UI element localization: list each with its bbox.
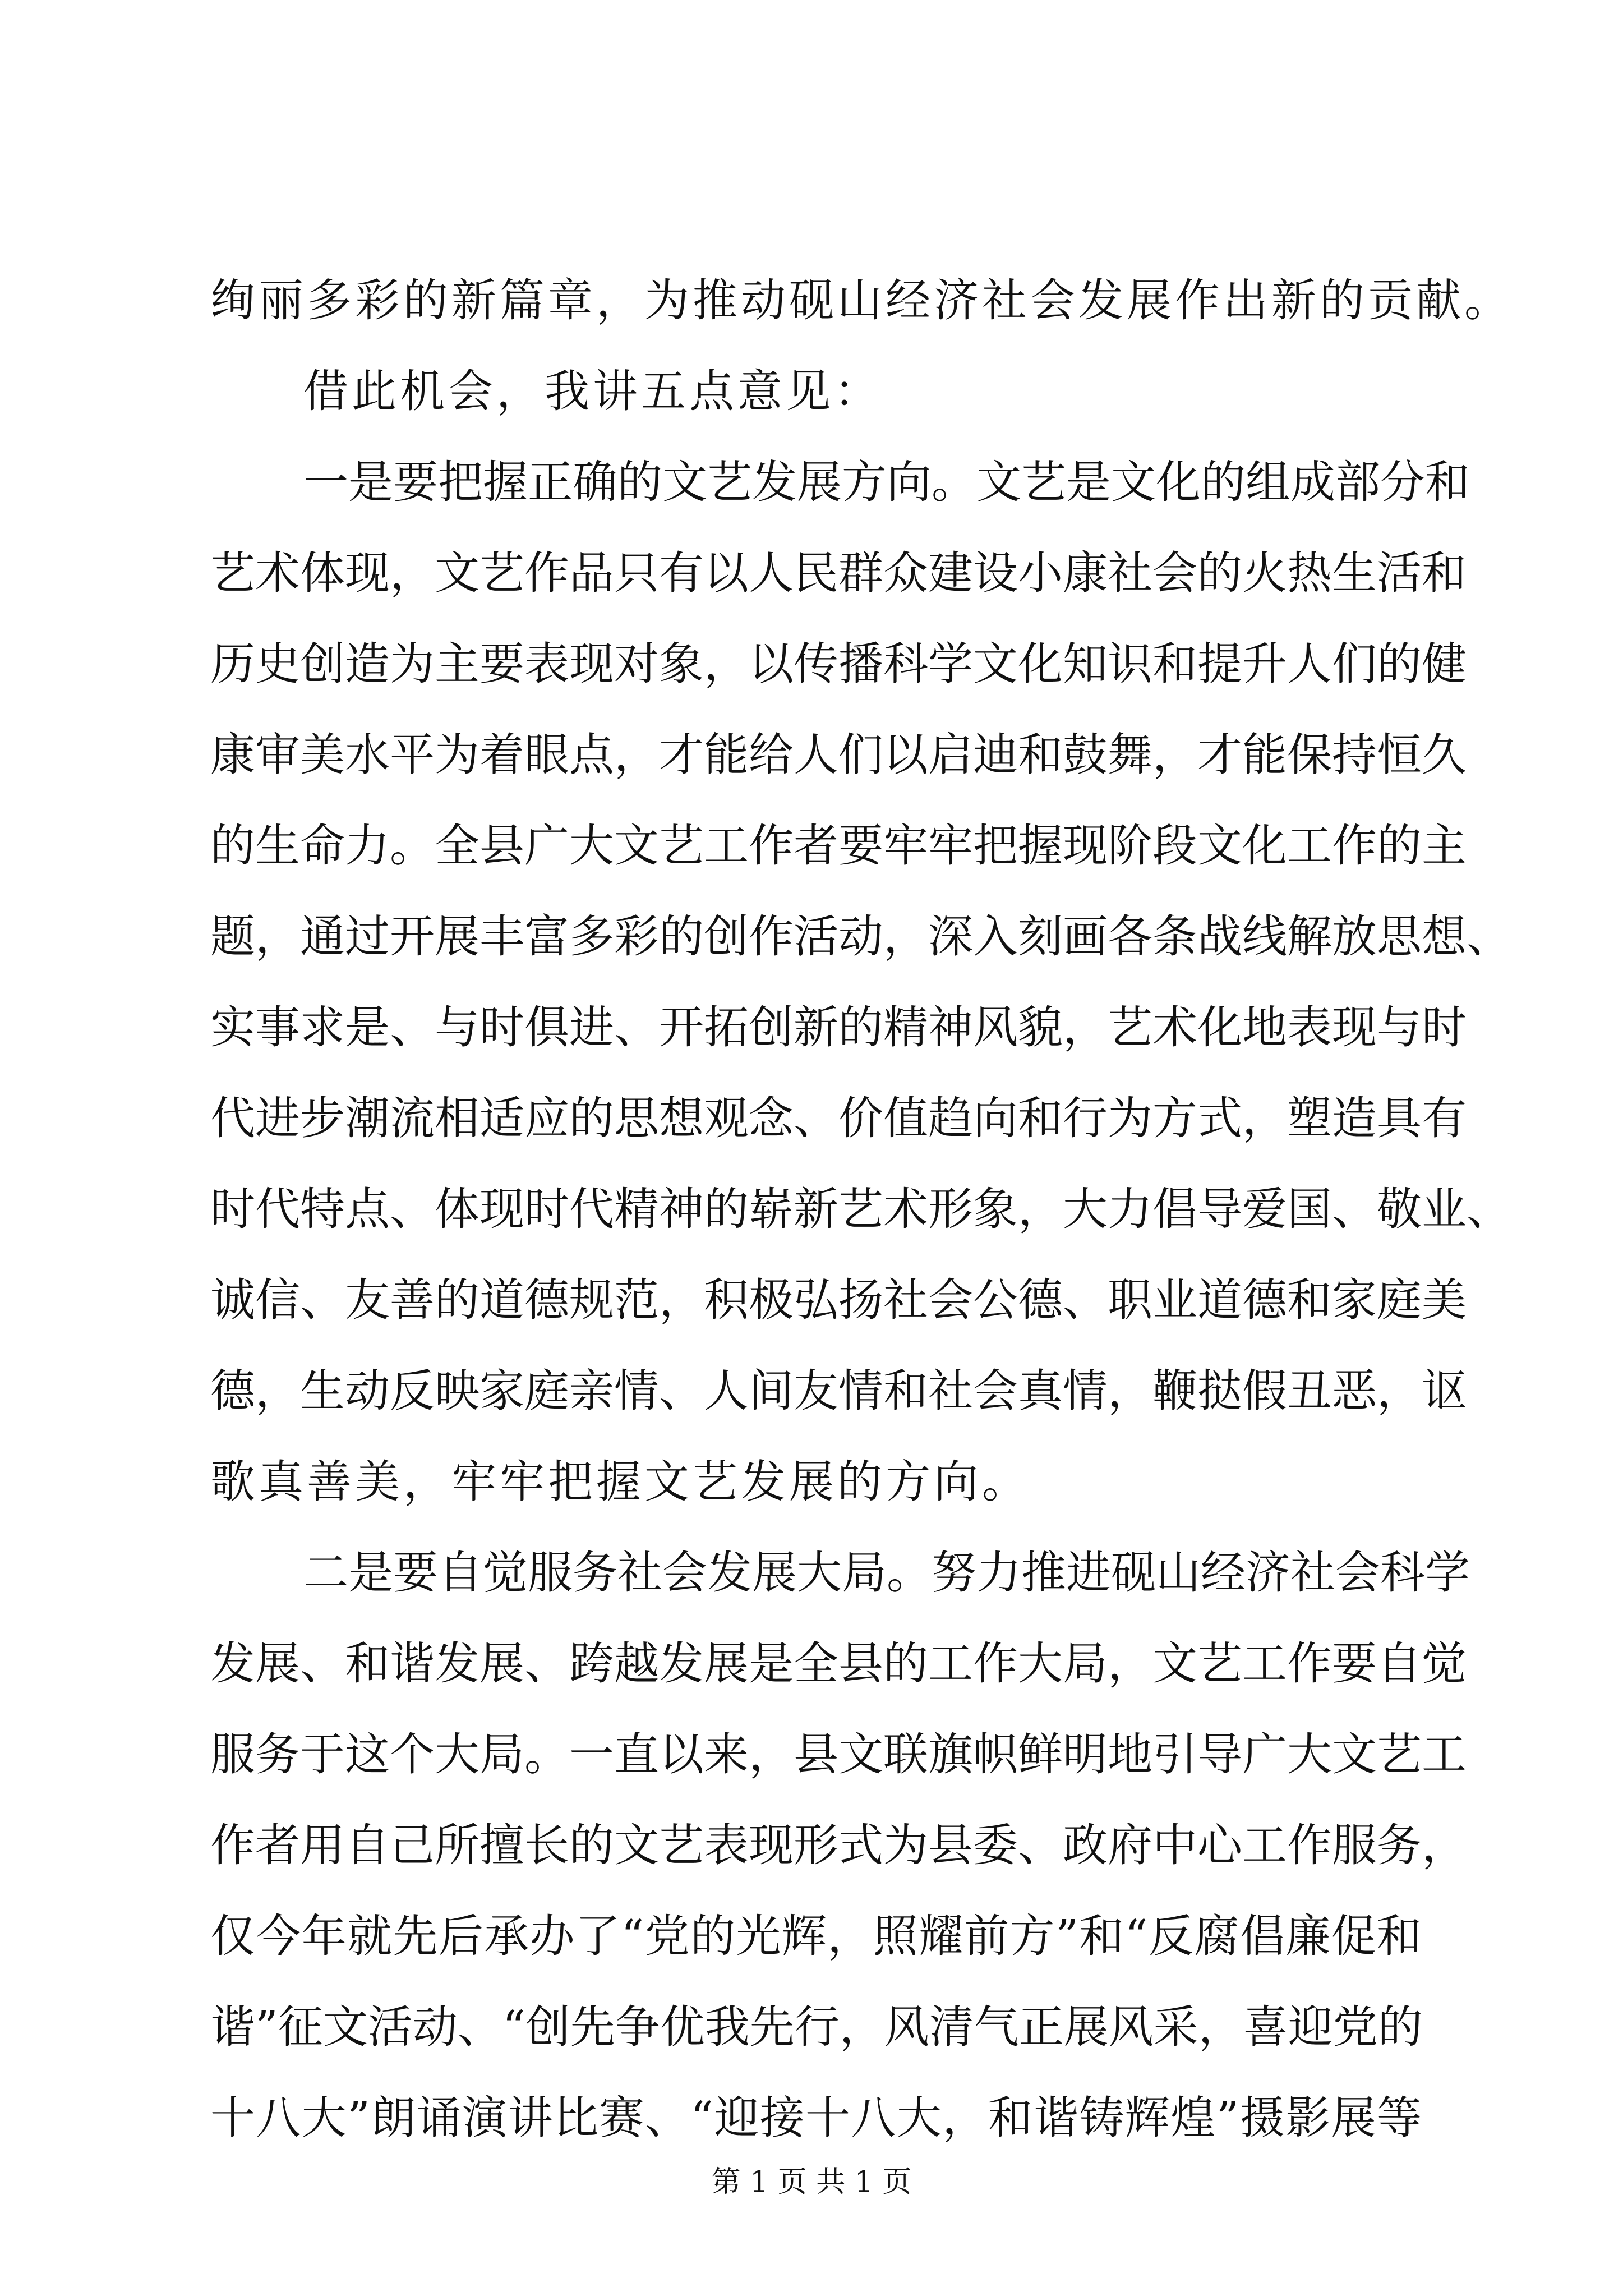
text-line: 历史创造为主要表现对象，以传播科学文化知识和提升人们的健 <box>210 638 1467 690</box>
text-line: 服务于这个大局。一直以来，县文联旗帜鲜明地引导广大文艺工 <box>210 1728 1467 1780</box>
text-line: 十八大”朗诵演讲比赛、“迎接十八大，和谐铸辉煌”摄影展等 <box>210 2092 1422 2144</box>
text-line: 代进步潮流相适应的思想观念、价值趋向和行为方式，塑造具有 <box>210 1092 1467 1144</box>
document-body <box>210 255 1513 2164</box>
text-line: 歌真善美，牢牢把握文艺发展的方向。 <box>210 1456 1030 1508</box>
text-line: 艺术体现，文艺作品只有以人民群众建设小康社会的火热生活和 <box>210 547 1467 599</box>
text-line: 谐”征文活动、“创先争优我先行，风清气正展风采，喜迎党的 <box>210 2001 1423 2053</box>
text-line: 时代特点、体现时代精神的崭新艺术形象，大力倡导爱国、敬业、 <box>210 1183 1511 1235</box>
text-line: 诚信、友善的道德规范，积极弘扬社会公德、职业道德和家庭美 <box>210 1274 1467 1326</box>
page-number-footer: 第 1 页 共 1 页 <box>711 2165 912 2199</box>
text-line: 发展、和谐发展、跨越发展是全县的工作大局，文艺工作要自觉 <box>210 1637 1467 1690</box>
text-line: 借此机会，我讲五点意见： <box>303 365 882 417</box>
text-line: 作者用自己所擅长的文艺表现形式为县委、政府中心工作服务， <box>210 1819 1467 1871</box>
text-line: 实事求是、与时俱进、开拓创新的精神风貌，艺术化地表现与时 <box>210 1001 1467 1053</box>
text-line: 一是要把握正确的文艺发展方向。文艺是文化的组成部分和 <box>303 456 1470 508</box>
text-line: 的生命力。全县广大文艺工作者要牢牢把握现阶段文化工作的主 <box>210 820 1467 872</box>
text-line: 二是要自觉服务社会发展大局。努力推进砚山经济社会科学 <box>303 1547 1470 1599</box>
text-line: 康审美水平为着眼点，才能给人们以启迪和鼓舞，才能保持恒久 <box>210 729 1467 781</box>
text-line: 题，通过开展丰富多彩的创作活动，深入刻画各条战线解放思想、 <box>210 910 1511 963</box>
text-line: 德，生动反映家庭亲情、人间友情和社会真情，鞭挞假丑恶，讴 <box>210 1365 1467 1417</box>
text-line: 仅今年就先后承办了“党的光辉，照耀前方”和“反腐倡廉促和 <box>210 1910 1422 1962</box>
text-line: 绚丽多彩的新篇章，为推动砚山经济社会发展作出新的贡献。 <box>210 274 1513 326</box>
